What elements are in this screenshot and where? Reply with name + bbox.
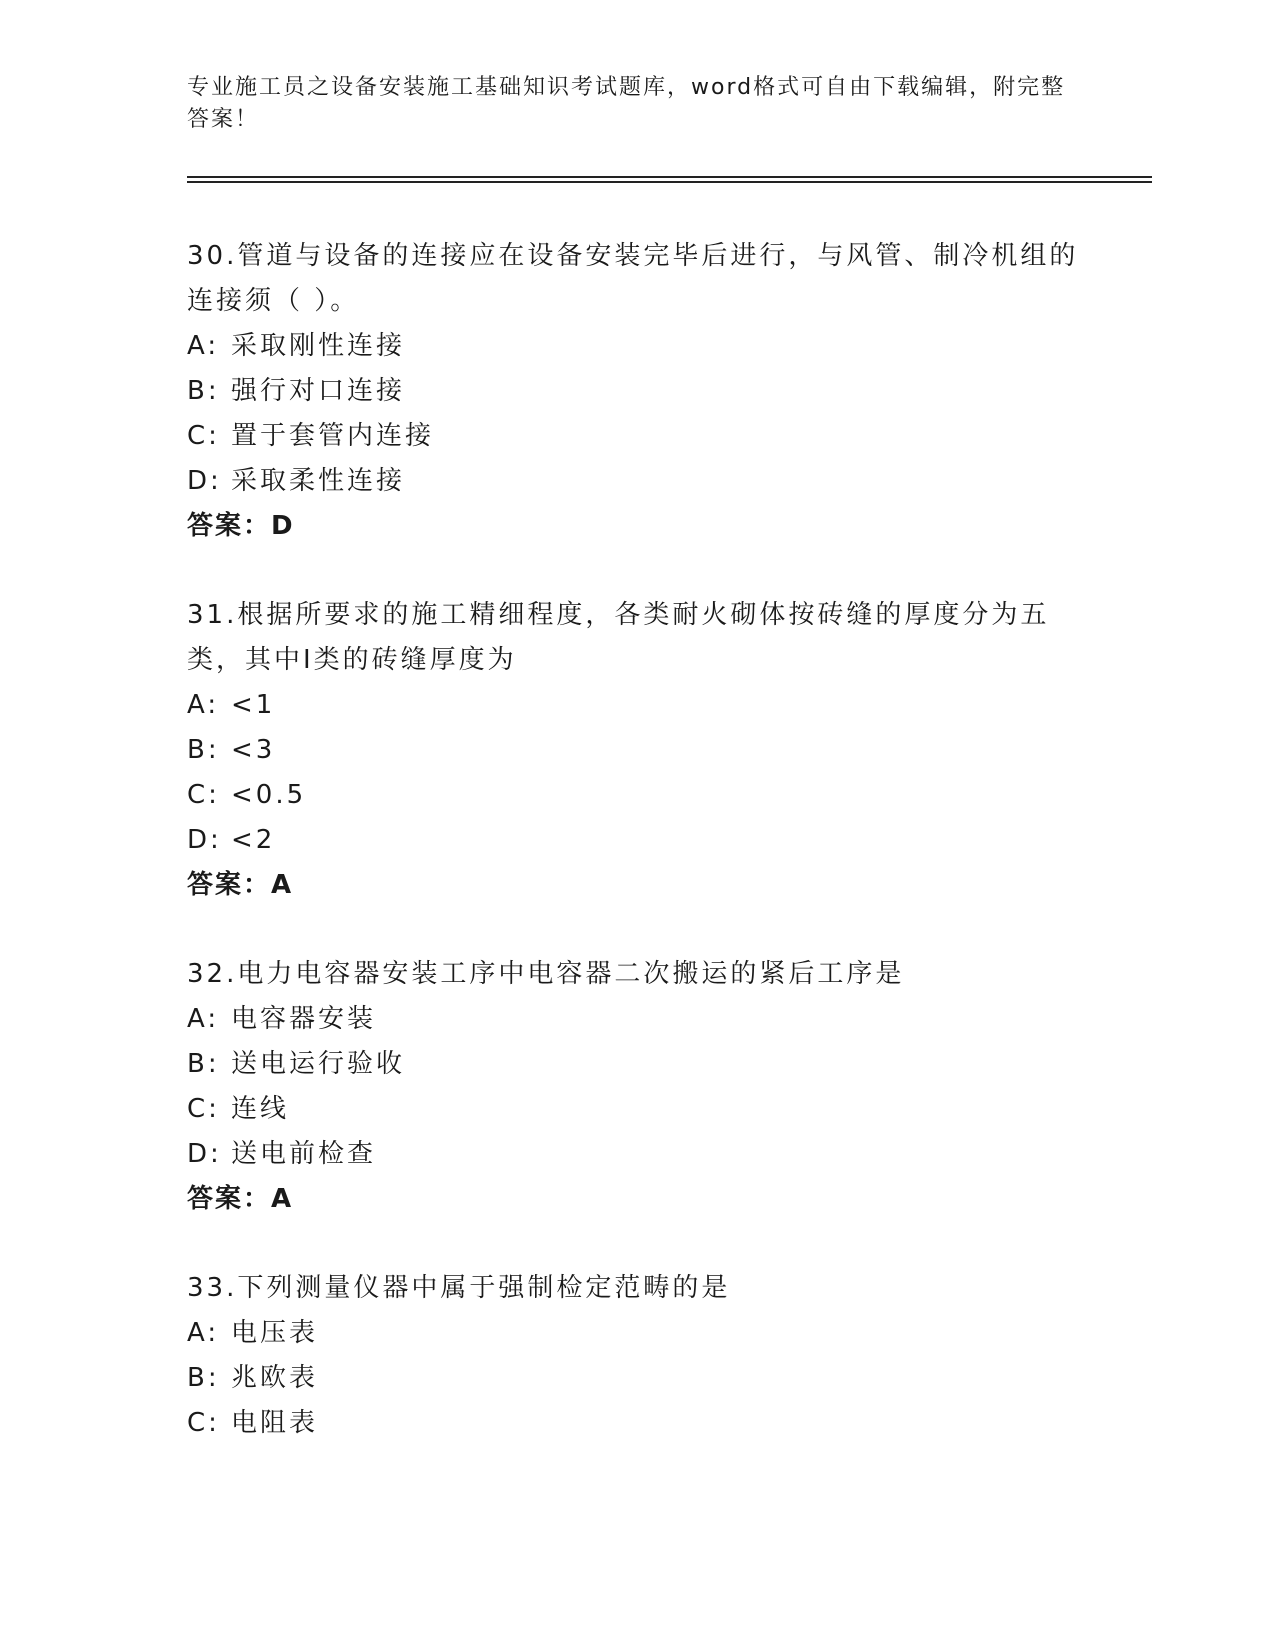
option-letter: C:	[187, 421, 220, 451]
option-d	[187, 818, 1087, 863]
option-d	[187, 459, 1087, 504]
question-text: 32.电力电容器安装工序中电容器二次搬运的紧后工序是	[187, 959, 905, 989]
option-text: 电阻表	[231, 1408, 319, 1438]
option-b	[187, 1042, 1087, 1087]
option-b	[187, 728, 1087, 773]
question-33	[187, 1266, 1087, 1446]
option-c	[187, 414, 1087, 459]
option-a	[187, 997, 1087, 1042]
option-a	[187, 324, 1087, 369]
option-text: 电容器安装	[231, 1004, 377, 1034]
option-letter: A:	[187, 1318, 220, 1348]
option-a	[187, 1311, 1087, 1356]
option-letter: A:	[187, 331, 220, 361]
option-letter: B:	[187, 1049, 220, 1079]
option-text: <0.5	[231, 780, 307, 810]
option-c	[187, 773, 1087, 818]
option-a	[187, 683, 1087, 728]
question-30	[187, 234, 1087, 549]
option-letter: D:	[187, 825, 222, 855]
option-b	[187, 1356, 1087, 1401]
option-b	[187, 369, 1087, 414]
option-text: <3	[231, 735, 276, 765]
option-letter: B:	[187, 1363, 220, 1393]
question-32	[187, 952, 1087, 1222]
option-letter: C:	[187, 780, 220, 810]
option-text: 电压表	[231, 1318, 319, 1348]
option-letter: C:	[187, 1408, 220, 1438]
option-text: 采取刚性连接	[231, 331, 406, 361]
question-text: 31.根据所要求的施工精细程度，各类耐火砌体按砖缝的厚度分为五类，其中Ⅰ类的砖缝厚度为	[187, 600, 1050, 675]
option-text: 送电运行验收	[231, 1049, 406, 1079]
option-d	[187, 1132, 1087, 1177]
answer-line: 答案：A	[187, 870, 294, 900]
option-text: 兆欧表	[231, 1363, 319, 1393]
option-letter: A:	[187, 1004, 220, 1034]
option-text: 连线	[231, 1094, 290, 1124]
option-text: 强行对口连接	[231, 376, 406, 406]
option-letter: D:	[187, 1139, 222, 1169]
option-text: <2	[231, 825, 276, 855]
option-letter: B:	[187, 735, 220, 765]
answer-line: 答案：A	[187, 1184, 294, 1214]
document-header: 专业施工员之设备安装施工基础知识考试题库，word格式可自由下载编辑，附完整答案！	[187, 75, 1066, 132]
option-letter: D:	[187, 466, 222, 496]
question-text: 30.管道与设备的连接应在设备安装完毕后进行，与风管、制冷机组的连接须（ ）。	[187, 241, 1079, 316]
header-divider-top	[187, 176, 1152, 178]
option-c	[187, 1087, 1087, 1132]
question-list	[187, 234, 1087, 1490]
option-text: 采取柔性连接	[231, 466, 406, 496]
header-divider-bottom	[187, 181, 1152, 183]
option-c	[187, 1401, 1087, 1446]
option-letter: C:	[187, 1094, 220, 1124]
option-text: <1	[231, 690, 276, 720]
question-text: 33.下列测量仪器中属于强制检定范畴的是	[187, 1273, 731, 1303]
answer-line: 答案：D	[187, 511, 295, 541]
option-letter: A:	[187, 690, 220, 720]
question-31	[187, 593, 1087, 908]
option-text: 送电前检查	[231, 1139, 377, 1169]
option-text: 置于套管内连接	[231, 421, 435, 451]
option-letter: B:	[187, 376, 220, 406]
